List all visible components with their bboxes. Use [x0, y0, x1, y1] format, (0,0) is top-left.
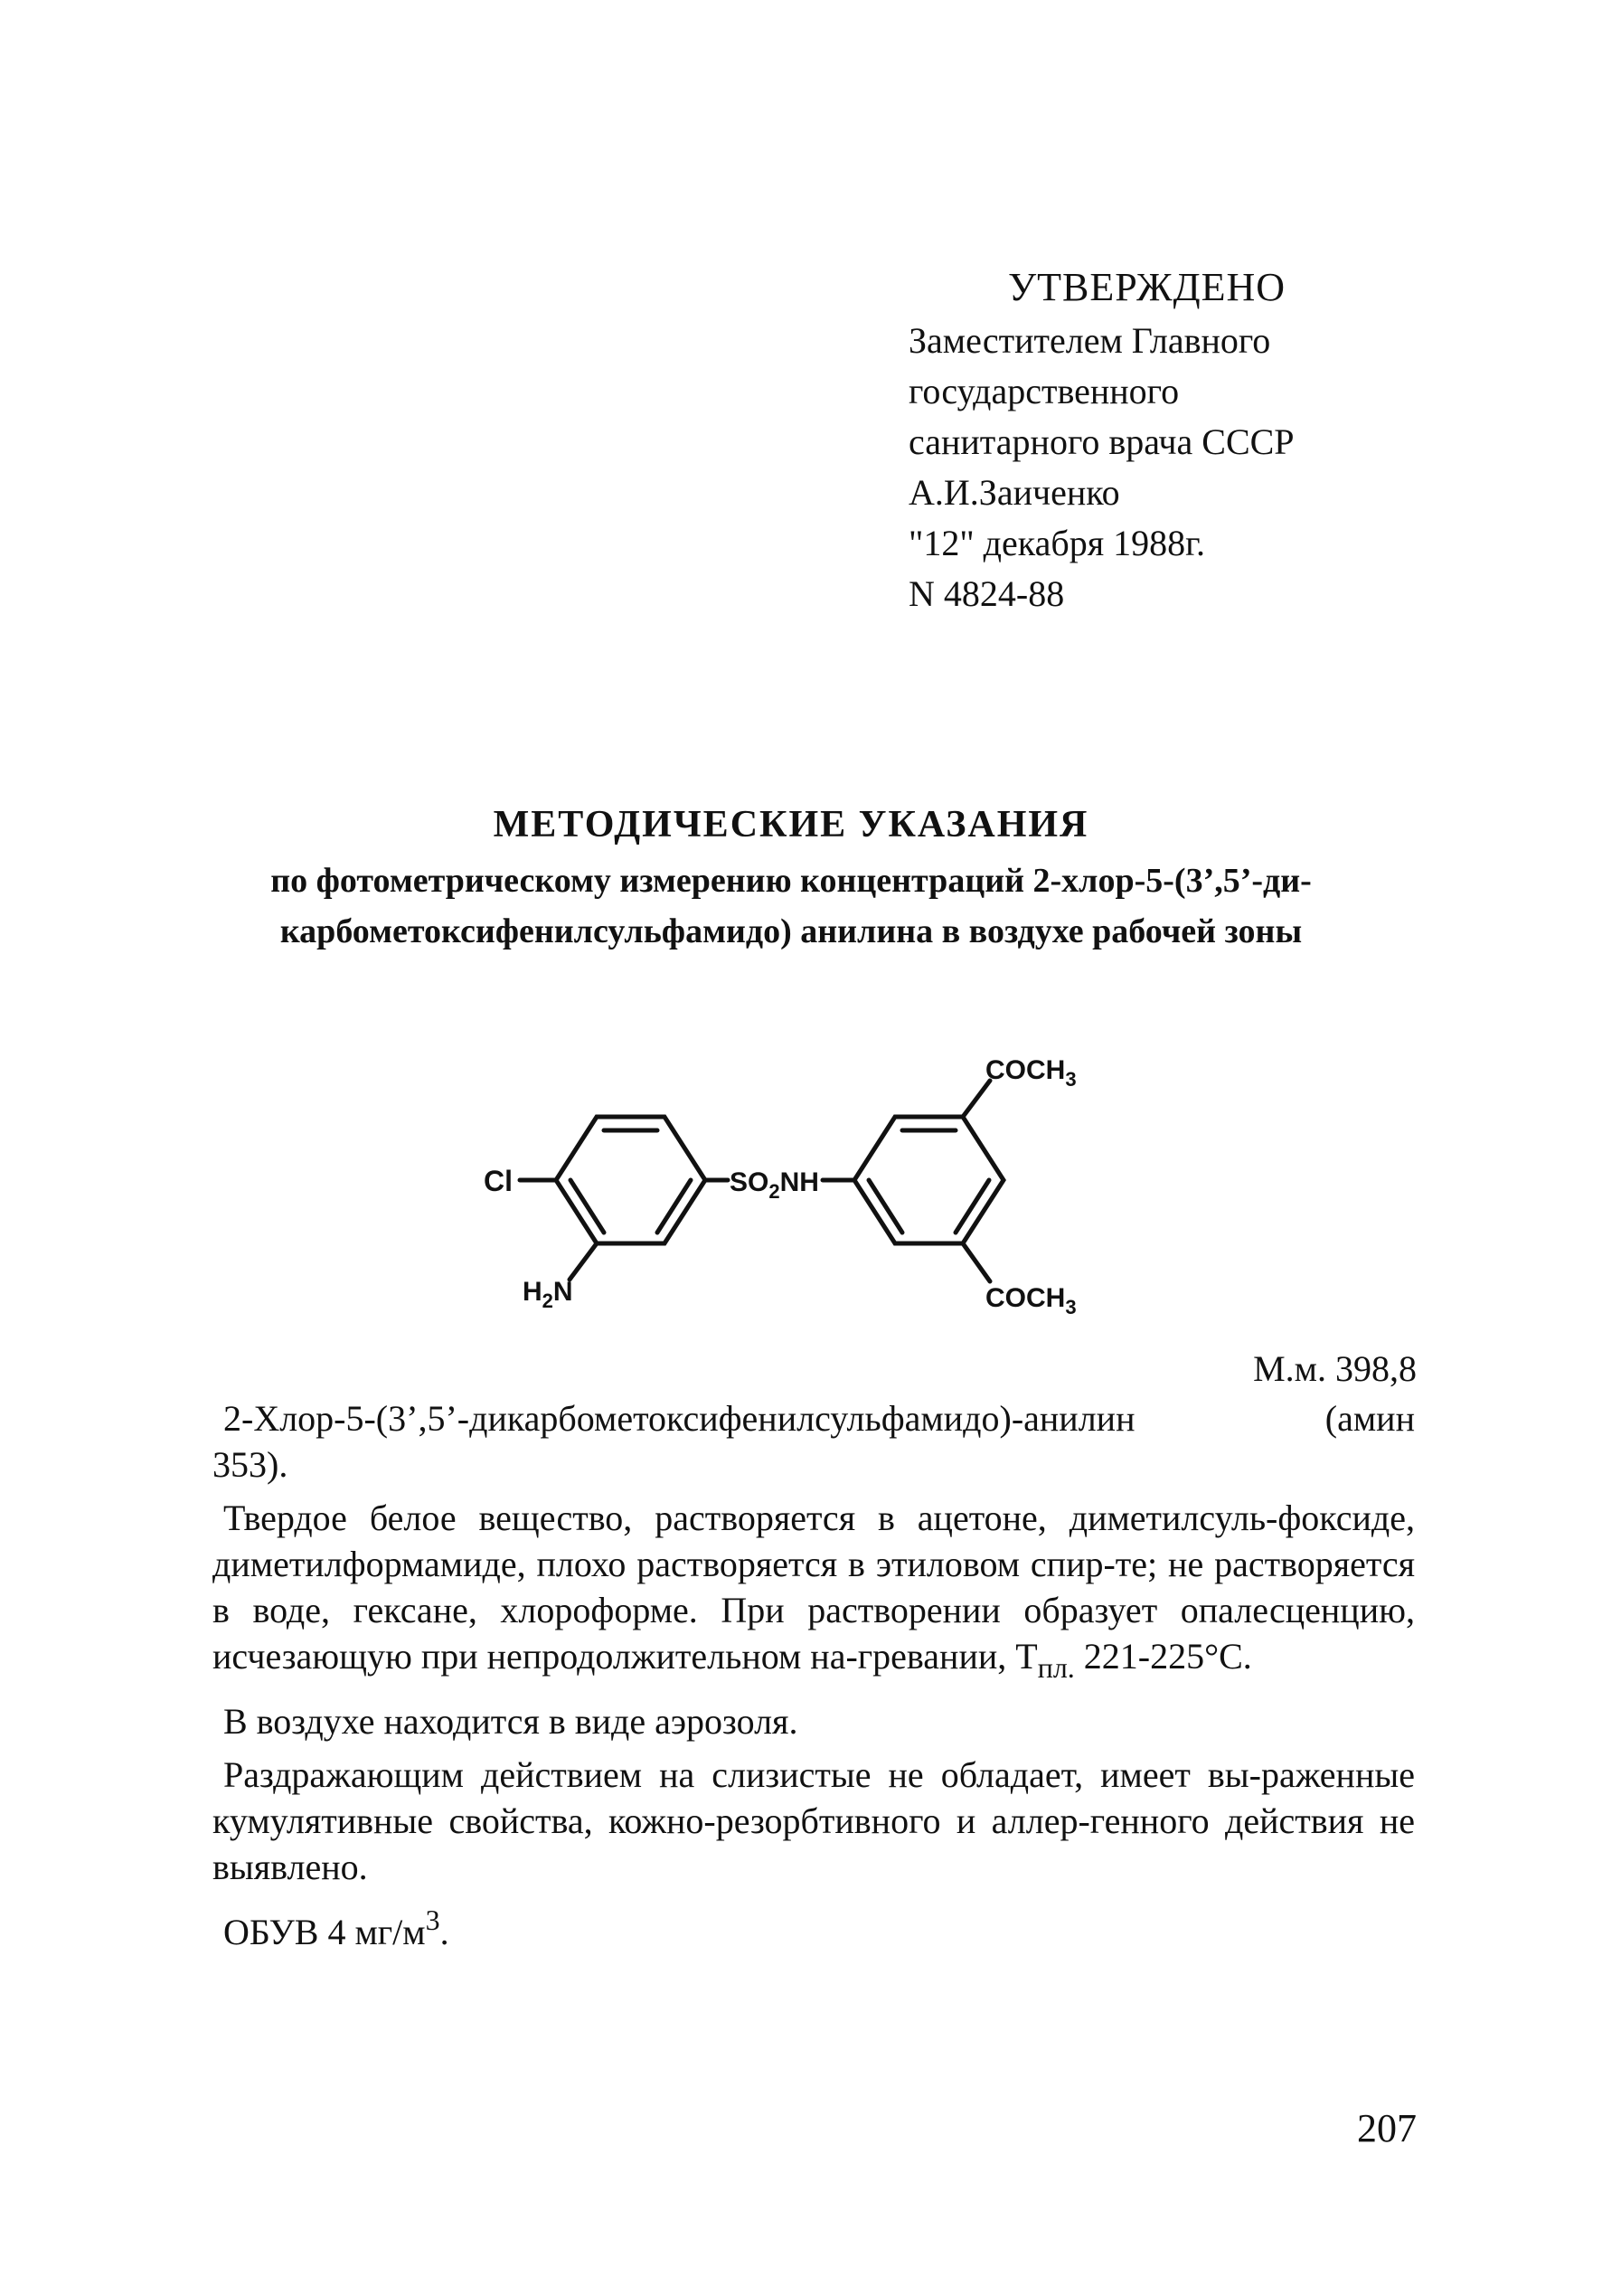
aerosol-paragraph: В воздухе находится в виде аэрозоля.	[223, 1701, 798, 1742]
bottom-acetyl-bond	[963, 1243, 990, 1281]
compound-name-paragraph	[212, 1395, 1415, 1441]
obuv-paragraph	[212, 1897, 1415, 1955]
amino-label	[523, 1277, 573, 1312]
amino-sub: 2	[542, 1290, 553, 1312]
amino-h: H	[523, 1277, 542, 1307]
top-acetyl-text: COCH	[985, 1055, 1066, 1085]
approval-block	[909, 264, 1541, 619]
approval-line: санитарного врача СССР	[909, 421, 1295, 462]
approval-number: N 4824-88	[909, 573, 1065, 614]
chlorine-label: Cl	[484, 1165, 513, 1197]
structural-formula-svg	[452, 1044, 1175, 1316]
bottom-acetyl-label	[985, 1283, 1077, 1316]
compound-name-line-2: 353).	[212, 1444, 288, 1485]
properties-text: Твердое белое вещество, растворяется в ацетоне, диметилсуль-фоксиде, диметилформамиде, плохо растворяется в этиловом спир-те; не растворяется в воде, гексане, хлороформе. При растворении образует опалесценцию, исчезающую при непродолжительном на-гревании, Т	[212, 1498, 1415, 1677]
heading-subtitle-line: карбометоксифенилсульфамидо) анилина в воздухе рабочей зоны	[279, 912, 1303, 950]
heading-subtitle-line: по фотометрическому измерению концентраций 2-хлор-5-(3’,5’-ди-	[270, 862, 1312, 900]
top-acetyl-sub: 3	[1065, 1068, 1077, 1091]
document-body	[212, 1395, 1415, 1962]
approval-line: Заместителем Главного	[909, 320, 1271, 361]
melting-value: 221-225°С.	[1074, 1636, 1252, 1677]
approval-title: УТВЕРЖДЕНО	[1008, 265, 1286, 309]
obuv-end: .	[439, 1912, 449, 1952]
obuv-superscript: 3	[425, 1904, 440, 1936]
bottom-acetyl-sub: 3	[1065, 1296, 1077, 1316]
document-heading	[167, 803, 1415, 957]
nh2-bond	[570, 1243, 597, 1280]
sulfonyl-label	[730, 1167, 819, 1203]
irritation-paragraph: Раздражающим действием на слизистые не обладает, имеет вы-раженные кумулятивные свойства, кожно-резорбтивного и аллер-генного действия не выявлено.	[212, 1754, 1415, 1887]
heading-title: МЕТОДИЧЕСКИЕ УКАЗАНИЯ	[493, 804, 1089, 846]
approval-line: А.И.Заиченко	[909, 472, 1120, 513]
page-number: 207	[1357, 2106, 1417, 2150]
left-benzene-ring	[556, 1117, 705, 1243]
bottom-acetyl-text: COCH	[985, 1283, 1066, 1313]
compound-name-line: 2-Хлор-5-(3’,5’-дикарбометоксифенилсульфамидо)-анилин (амин	[223, 1398, 1415, 1439]
properties-paragraph	[212, 1495, 1415, 1691]
structural-formula	[452, 1044, 1175, 1316]
molar-mass: М.м. 398,8	[1253, 1348, 1417, 1389]
melting-subscript: пл.	[1037, 1651, 1075, 1684]
approval-line: государственного	[909, 371, 1180, 411]
sulfonyl-so: SO	[730, 1167, 769, 1197]
amino-n: N	[552, 1277, 573, 1307]
top-acetyl-bond	[963, 1081, 990, 1117]
right-benzene-ring	[854, 1117, 1004, 1243]
obuv-text: ОБУВ 4 мг/м	[223, 1912, 426, 1952]
top-acetyl-label	[985, 1055, 1077, 1091]
approval-date: "12" декабря 1988г.	[909, 523, 1205, 563]
sulfonyl-sub: 2	[768, 1180, 780, 1203]
sulfonyl-nh: NH	[779, 1167, 819, 1197]
